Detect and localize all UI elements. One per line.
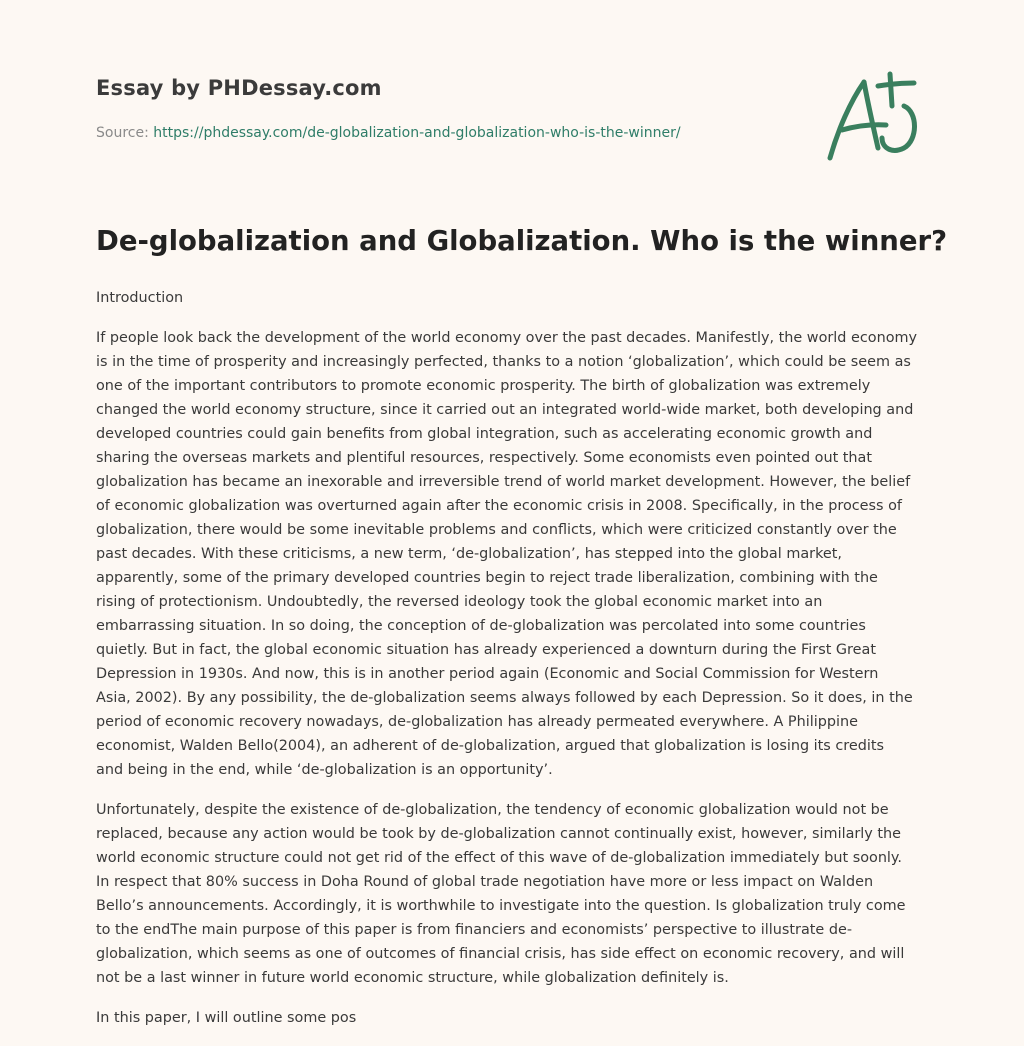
source-label: Source:: [96, 125, 149, 141]
a-plus-logo-icon: [818, 68, 930, 164]
paragraph-2: Unfortunately, despite the existence of de-globalization, the tendency of economic globalization would not be replaced, because any action would be took by de-globalization cannot continually exist, however, similarly the world economic structure could not get rid of the effect of this wave of de-globalization immediately but soonly. In respect that 80% success in Doha Round of global trade negotiation have more or less impact on Walden Bello’s announcements. Accordingly, it is worthwhile to investigate into the question. Is globalization truly come to the endThe main purpose of this paper is from financiers and economists’ perspective to illustrate de- globalization, which seems as one of outcomes of financial crisis, has side effect on economic recovery, and will not be a last winner in future world economic structure, while globalization definitely is.: [96, 802, 906, 986]
site-brand: Essay by PHDessay.com: [96, 76, 382, 100]
paragraph-3: In this paper, I will outline some pos: [96, 1010, 357, 1026]
essay-title: De-globalization and Globalization. Who is the winner?: [96, 225, 948, 257]
source-link[interactable]: https://phdessay.com/de-globalization-and-globalization-who-is-the-winner/: [153, 125, 681, 141]
paragraph-1: If people look back the development of the world economy over the past decades. Manifestly, the world economy is in the time of prosperity and increasingly perfected, thanks to a notion ‘globalization’, which could be seem as one of the important contributors to promote economic prosperity. The birth of globalization was extremely changed the world economy structure, since it carried out an integrated world-wide market, both developing and developed countries could gain benefits from global integration, such as accelerating economic growth and sharing the overseas markets and plentiful resources, respectively. Some economists even pointed out that globalization has became an inexorable and irreversible trend of world market development. However, the belief of economic globalization was overturned again after the economic crisis in 2008. Specifically, in the process of globalization, there would be some inevitable problems and conflicts, which were criticized constantly over the past decades. With these criticisms, a new term, ‘de-globalization’, has stepped into the global market, apparently, some of the primary developed countries begin to reject trade liberalization, combining with the rising of protectionism. Undoubtedly, the reversed ideology took the global economic market into an embarrassing situation. In so doing, the conception of de-globalization was percolated into some countries quietly. But in fact, the global economic situation has already experienced a downturn during the First Great Depression in 1930s. And now, this is in another period again (Economic and Social Commission for Western Asia, 2002). By any possibility, the de-globalization seems always followed by each Depression. So it does, in the period of economic recovery nowadays, de-globalization has already permeated everywhere. A Philippine economist, Walden Bello(2004), an adherent of de-globalization, argued that globalization is losing its credits and being in the end, while ‘de-globalization is an opportunity’.: [96, 330, 918, 778]
essay-body: [96, 286, 930, 1046]
intro-heading: Introduction: [96, 290, 184, 306]
source-line: [96, 125, 681, 141]
